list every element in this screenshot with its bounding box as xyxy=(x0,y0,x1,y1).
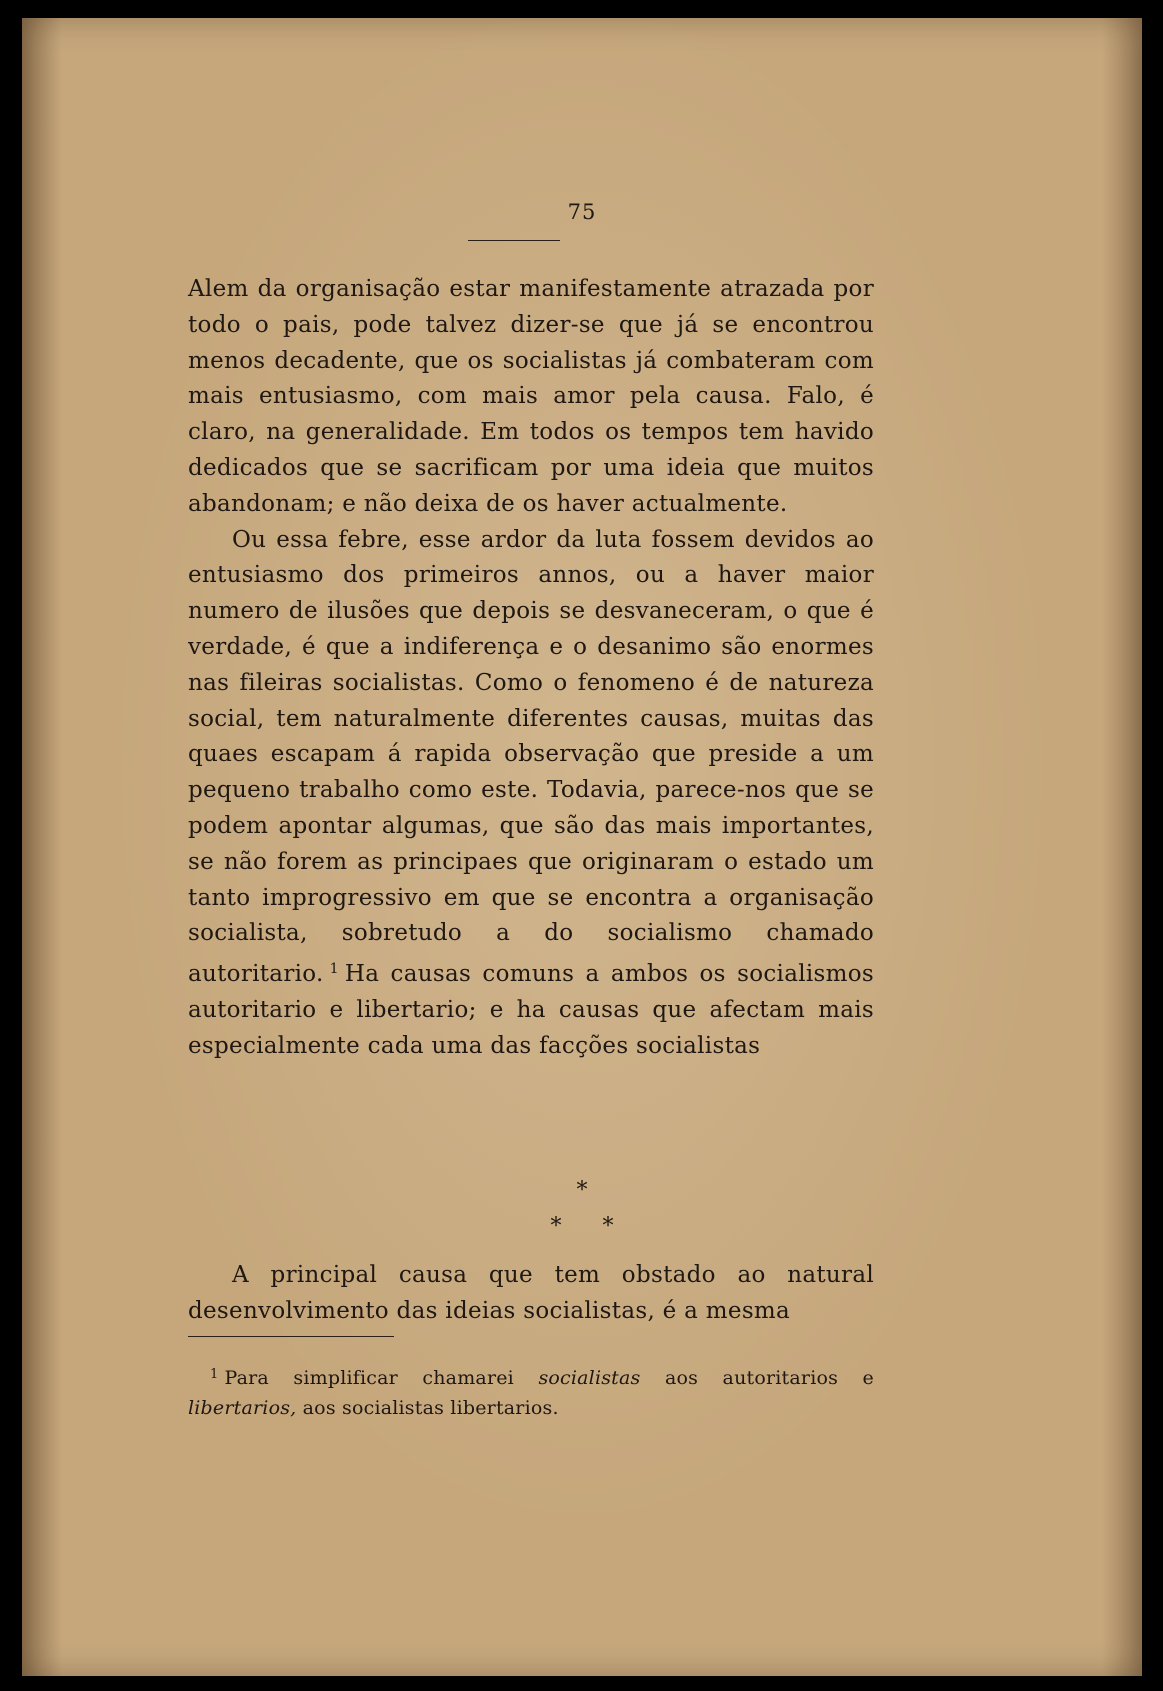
paragraph-1-text: Alem da organisação estar manifestamente atrazada por todo o pais, pode talvez dizer-se que já se encontrou menos decadente, que os socialistas já combateram com mais entusiasmo, com mais amor pela causa. Falo, é claro, na generalidade. Em todos os tempos tem havido dedicados que se sacrificam por uma ideia que muitos abandonam; e não deixa de os haver actualmente. xyxy=(188,276,874,517)
paragraph-2 xyxy=(188,523,874,1065)
footnote-text-middle: aos autoritarios e xyxy=(664,1367,874,1389)
footnote-rule xyxy=(188,1336,394,1337)
paragraph-1 xyxy=(188,272,874,523)
paragraph-3 xyxy=(188,1258,874,1330)
asterism-bottom: * * xyxy=(550,1214,614,1239)
book-page xyxy=(22,18,1142,1676)
paragraph-3-text: A principal causa que tem obstado ao natural desenvolvimento das ideias socialistas, é a mesma xyxy=(188,1262,874,1324)
footnote-italic-socialistas: socialistas xyxy=(538,1367,641,1389)
footnote xyxy=(188,1360,874,1423)
footnote-marker: 1 xyxy=(210,1367,219,1382)
paragraph-2-text-a: Ou essa febre, esse ardor da luta fossem devidos ao entusiasmo dos primeiros annos, ou a haver maior numero de ilusões que depois se desvaneceram, o que é verdade, é que a indiferença e o desanimo são enormes nas fileiras socialistas. Como o fenomeno é de natureza social, tem naturalmente diferentes causas, muitas das quaes escapam á rapida observação que preside a um pequeno trabalho como este. Todavia, parece-nos que se podem apontar algumas, que são das mais importantes, se não forem as principaes que originaram o estado um tanto improgressivo em que se encontra a organisação socialista, sobretudo a do socialismo chamado autoritario. xyxy=(188,526,874,988)
footnote-text-before: Para simplificar chamarei xyxy=(224,1367,514,1389)
header-rule xyxy=(468,240,560,241)
footnote-italic-libertarios: libertarios, xyxy=(188,1397,297,1419)
footnote-text-after: aos socialistas libertarios. xyxy=(302,1397,559,1419)
footnote-paragraph xyxy=(188,1360,874,1423)
paragraph-2-text-b: Ha causas comuns a ambos os socialismos autoritario e libertario; e ha causas que afectam mais especialmente cada uma das facções socialistas xyxy=(188,961,874,1059)
asterism-top: * xyxy=(576,1178,588,1203)
page-number: 75 xyxy=(567,200,597,224)
body-text-continued xyxy=(188,1258,874,1330)
body-text xyxy=(188,272,874,1065)
footnote-reference[interactable]: 1 xyxy=(329,961,339,978)
